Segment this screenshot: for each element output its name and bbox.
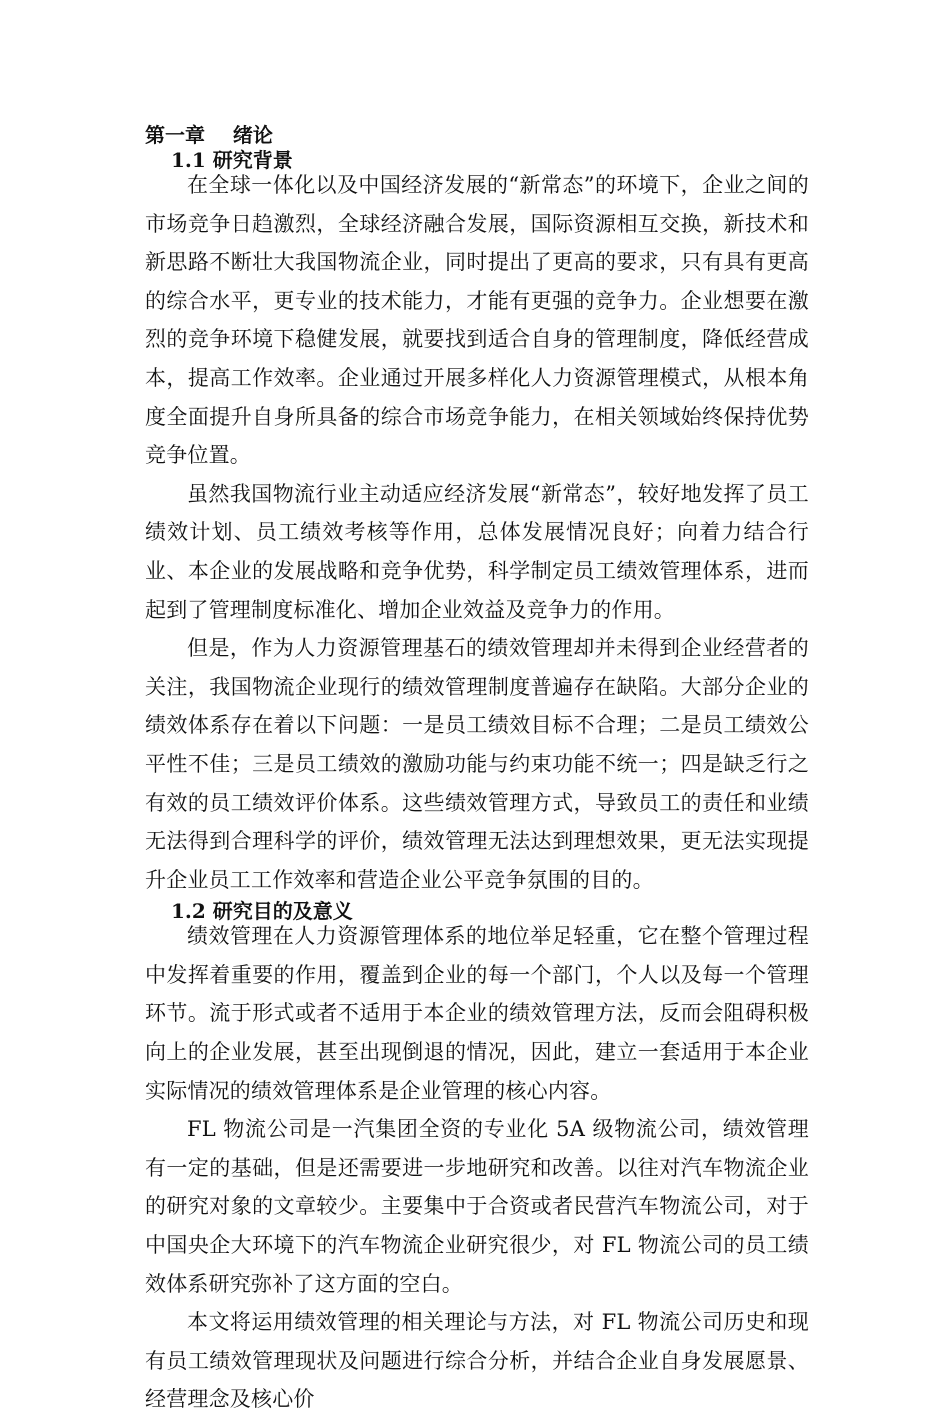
section-heading: 1.2 研究目的及意义 xyxy=(171,899,353,924)
document-page xyxy=(145,122,809,1419)
paragraph: 本文将运用绩效管理的相关理论与方法，对 FL 物流公司历史和现有员工绩效管理现状及问题进行综合分析，并结合企业自身发展愿景、经营理念及核心价 xyxy=(145,1310,809,1412)
chapter-title: 第一章 绪论 xyxy=(145,123,273,147)
paragraph: 但是，作为人力资源管理基石的绩效管理却并未得到企业经营者的关注，我国物流企业现行的绩效管理制度普遍存在缺陷。大部分企业的绩效体系存在着以下问题：一是员工绩效目标不合理；二是员工绩效公平性不佳；三是员工绩效的激励功能与约束功能不统一；四是缺乏行之有效的员工绩效评价体系。这些绩效管理方式，导致员工的责任和业绩无法得到合理科学的评价，绩效管理无法达到理想效果，更无法实现提升企业员工工作效率和营造企业公平竞争氛围的目的。 xyxy=(145,636,809,892)
section-research-background xyxy=(145,148,809,899)
section-heading: 1.1 研究背景 xyxy=(171,148,293,172)
paragraph: 虽然我国物流行业主动适应经济发展“新常态”，较好地发挥了员工绩效计划、员工绩效考核等作用，总体发展情况良好；向着力结合行业、本企业的发展战略和竞争优势，科学制定员工绩效管理体系，进而起到了管理制度标准化、增加企业效益及竞争力的作用。 xyxy=(145,481,809,622)
paragraph: 在全球一体化以及中国经济发展的“新常态”的环境下，企业之间的市场竞争日趋激烈，全球经济融合发展，国际资源相互交换，新技术和新思路不断壮大我国物流企业，同时提出了更高的要求，只有具有更高的综合水平，更专业的技术能力，才能有更强的竞争力。企业想要在激烈的竞争环境下稳健发展，就要找到适合自身的管理制度，降低经营成本，提高工作效率。企业通过开展多样化人力资源管理模式，从根本角度全面提升自身所具备的综合市场竞争能力，在相关领域始终保持优势竞争位置。 xyxy=(145,173,809,468)
paragraph: 绩效管理在人力资源管理体系的地位举足轻重，它在整个管理过程中发挥着重要的作用，覆盖到企业的每一个部门，个人以及每一个管理环节。流于形式或者不适用于本企业的绩效管理方法，反而会阻碍积极向上的企业发展，甚至出现倒退的情况，因此，建立一套适用于本企业实际情况的绩效管理体系是企业管理的核心内容。 xyxy=(145,924,809,1103)
section-research-purpose xyxy=(145,899,809,1419)
paragraph: FL 物流公司是一汽集团全资的专业化 5A 级物流公司，绩效管理有一定的基础，但是还需要进一步地研究和改善。以往对汽车物流企业的研究对象的文章较少。主要集中于合资或者民营汽车物流公司，对于中国央企大环境下的汽车物流企业研究很少，对 FL 物流公司的员工绩效体系研究弥补了这方面的空白。 xyxy=(145,1117,809,1296)
